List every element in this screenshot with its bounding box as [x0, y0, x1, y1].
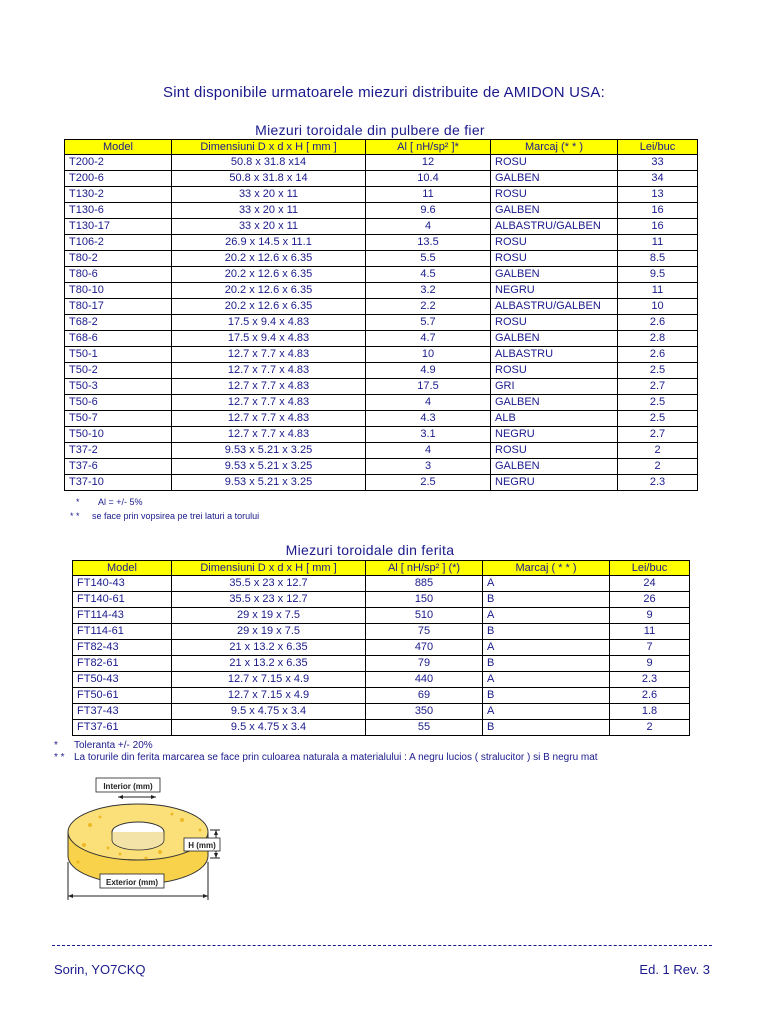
- cell-model: T37-6: [65, 459, 172, 475]
- cell-dimensions: 35.5 x 23 x 12.7: [172, 576, 366, 592]
- table-row: [65, 443, 698, 459]
- cell-dimensions: 29 x 19 x 7.5: [172, 608, 366, 624]
- cell-al: 510: [366, 608, 483, 624]
- footer-author: Sorin, YO7CKQ: [54, 962, 146, 977]
- cell-model: T68-2: [65, 315, 172, 331]
- cell-price: 2.3: [618, 475, 698, 491]
- cell-al: 9.6: [366, 203, 491, 219]
- cell-al: 3.1: [366, 427, 491, 443]
- cell-al: 79: [366, 656, 483, 672]
- table-row: [65, 427, 698, 443]
- cell-model: T50-2: [65, 363, 172, 379]
- cell-dimensions: 9.53 x 5.21 x 3.25: [172, 475, 366, 491]
- cell-marking: ALB: [491, 411, 618, 427]
- cell-al: 4: [366, 443, 491, 459]
- interior-label: Interior (mm): [103, 782, 153, 791]
- cell-dimensions: 12.7 x 7.7 x 4.83: [172, 379, 366, 395]
- cell-al: 4.3: [366, 411, 491, 427]
- cell-price: 11: [618, 235, 698, 251]
- header-al: [366, 140, 491, 155]
- cell-al: 2.2: [366, 299, 491, 315]
- cell-price: 9: [610, 608, 690, 624]
- note-ferrite-tolerance: [54, 740, 153, 751]
- cell-model: T80-10: [65, 283, 172, 299]
- cell-price: 1.8: [610, 704, 690, 720]
- cell-dimensions: 20.2 x 12.6 x 6.35: [172, 251, 366, 267]
- table-row: [65, 219, 698, 235]
- cell-dimensions: 35.5 x 23 x 12.7: [172, 592, 366, 608]
- cell-marking: GALBEN: [491, 203, 618, 219]
- cell-marking: B: [483, 624, 610, 640]
- cell-marking: ROSU: [491, 251, 618, 267]
- cell-price: 9.5: [618, 267, 698, 283]
- cell-model: FT37-61: [73, 720, 172, 736]
- ferrite-cores-table: [72, 560, 690, 736]
- table-row: [65, 235, 698, 251]
- footer-edition: Ed. 1 Rev. 3: [639, 962, 710, 977]
- cell-price: 2.6: [618, 315, 698, 331]
- cell-model: T106-2: [65, 235, 172, 251]
- cell-model: FT50-61: [73, 688, 172, 704]
- table-row: [65, 203, 698, 219]
- cell-price: 13: [618, 187, 698, 203]
- cell-model: T80-2: [65, 251, 172, 267]
- cell-marking: NEGRU: [491, 283, 618, 299]
- cell-marking: GALBEN: [491, 171, 618, 187]
- cell-price: 8.5: [618, 251, 698, 267]
- table-row: [65, 267, 698, 283]
- note-marking-method: [70, 511, 259, 521]
- cell-dimensions: 26.9 x 14.5 x 11.1: [172, 235, 366, 251]
- header-price: Lei/buc: [618, 140, 698, 155]
- cell-model: T50-6: [65, 395, 172, 411]
- cell-dimensions: 12.7 x 7.15 x 4.9: [172, 688, 366, 704]
- table-row: [65, 347, 698, 363]
- cell-marking: ALBASTRU: [491, 347, 618, 363]
- cell-dimensions: 12.7 x 7.7 x 4.83: [172, 347, 366, 363]
- cell-al: 3: [366, 459, 491, 475]
- cell-price: 2.5: [618, 395, 698, 411]
- cell-al: 75: [366, 624, 483, 640]
- cell-dimensions: 17.5 x 9.4 x 4.83: [172, 331, 366, 347]
- cell-dimensions: 29 x 19 x 7.5: [172, 624, 366, 640]
- cell-model: FT50-43: [73, 672, 172, 688]
- cell-marking: NEGRU: [491, 475, 618, 491]
- table-row: [65, 251, 698, 267]
- cell-marking: ROSU: [491, 363, 618, 379]
- cell-al: 55: [366, 720, 483, 736]
- cell-dimensions: 20.2 x 12.6 x 6.35: [172, 267, 366, 283]
- cell-price: 7: [610, 640, 690, 656]
- cell-dimensions: 17.5 x 9.4 x 4.83: [172, 315, 366, 331]
- cell-marking: GALBEN: [491, 395, 618, 411]
- cell-dimensions: 9.5 x 4.75 x 3.4: [172, 704, 366, 720]
- cell-marking: B: [483, 656, 610, 672]
- cell-al: 10: [366, 347, 491, 363]
- cell-al: 4: [366, 219, 491, 235]
- cell-model: FT140-61: [73, 592, 172, 608]
- cell-al: 12: [366, 155, 491, 171]
- cell-dimensions: 33 x 20 x 11: [172, 219, 366, 235]
- cell-marking: ROSU: [491, 187, 618, 203]
- cell-marking: ROSU: [491, 155, 618, 171]
- note-mark: *: [76, 497, 80, 507]
- cell-dimensions: 33 x 20 x 11: [172, 187, 366, 203]
- footer-divider: [52, 945, 712, 946]
- header-price: Lei/buc: [610, 561, 690, 576]
- cell-model: T37-2: [65, 443, 172, 459]
- table-row: [73, 592, 690, 608]
- cell-al: 5.5: [366, 251, 491, 267]
- cell-price: 2.8: [618, 331, 698, 347]
- cell-marking: ROSU: [491, 235, 618, 251]
- cell-al: 4.5: [366, 267, 491, 283]
- header-model: Model: [65, 140, 172, 155]
- cell-model: T80-17: [65, 299, 172, 315]
- cell-model: T50-7: [65, 411, 172, 427]
- header-marking: Marcaj (* * ): [491, 140, 618, 155]
- cell-model: FT140-43: [73, 576, 172, 592]
- cell-model: FT37-43: [73, 704, 172, 720]
- cell-model: FT114-61: [73, 624, 172, 640]
- cell-model: T130-2: [65, 187, 172, 203]
- cell-price: 33: [618, 155, 698, 171]
- note-mark: *: [54, 740, 58, 751]
- cell-model: T50-10: [65, 427, 172, 443]
- cell-al: 440: [366, 672, 483, 688]
- table-row: [65, 283, 698, 299]
- cell-dimensions: 9.53 x 5.21 x 3.25: [172, 443, 366, 459]
- cell-dimensions: 12.7 x 7.7 x 4.83: [172, 395, 366, 411]
- cell-dimensions: 21 x 13.2 x 6.35: [172, 656, 366, 672]
- cell-al: 13.5: [366, 235, 491, 251]
- cell-dimensions: 33 x 20 x 11: [172, 203, 366, 219]
- cell-dimensions: 12.7 x 7.7 x 4.83: [172, 427, 366, 443]
- note-text: Toleranta +/- 20%: [74, 740, 153, 751]
- cell-price: 11: [610, 624, 690, 640]
- cell-model: FT82-43: [73, 640, 172, 656]
- note-al-tolerance: [76, 497, 143, 507]
- cell-model: T50-3: [65, 379, 172, 395]
- cell-marking: A: [483, 704, 610, 720]
- table-row: [65, 187, 698, 203]
- cell-price: 9: [610, 656, 690, 672]
- cell-model: FT114-43: [73, 608, 172, 624]
- cell-dimensions: 20.2 x 12.6 x 6.35: [172, 299, 366, 315]
- cell-marking: GALBEN: [491, 267, 618, 283]
- cell-marking: A: [483, 576, 610, 592]
- exterior-label: Exterior (mm): [105, 878, 159, 887]
- table-row: [73, 640, 690, 656]
- cell-price: 2.3: [610, 672, 690, 688]
- table-row: [73, 688, 690, 704]
- table-header-row: [65, 140, 698, 155]
- cell-marking: A: [483, 608, 610, 624]
- note-ferrite-marking: [54, 752, 598, 763]
- cell-dimensions: 9.53 x 5.21 x 3.25: [172, 459, 366, 475]
- iron-powder-table-body: [65, 155, 698, 491]
- cell-al: 5.7: [366, 315, 491, 331]
- table-row: [73, 608, 690, 624]
- h-label: H (mm): [188, 841, 216, 850]
- cell-marking: B: [483, 688, 610, 704]
- cell-al: 17.5: [366, 379, 491, 395]
- cell-al: 2.5: [366, 475, 491, 491]
- note-mark: * *: [70, 511, 80, 521]
- header-al-text: Al [ nH/sp² ]*: [397, 141, 459, 153]
- cell-price: 16: [618, 203, 698, 219]
- cell-dimensions: 12.7 x 7.15 x 4.9: [172, 672, 366, 688]
- cell-marking: GRI: [491, 379, 618, 395]
- page-heading: Sint disponibile urmatoarele miezuri distribuite de AMIDON USA:: [163, 84, 605, 101]
- cell-price: 2.7: [618, 427, 698, 443]
- cell-al: 470: [366, 640, 483, 656]
- iron-powder-cores-table: [64, 139, 698, 491]
- cell-al: 150: [366, 592, 483, 608]
- cell-marking: GALBEN: [491, 331, 618, 347]
- cell-al: 4.9: [366, 363, 491, 379]
- cell-model: T200-6: [65, 171, 172, 187]
- cell-price: 16: [618, 219, 698, 235]
- table-row: [65, 363, 698, 379]
- table-row: [73, 672, 690, 688]
- table-row: [73, 576, 690, 592]
- header-al: Al [ nH/sp² ] (*): [366, 561, 483, 576]
- ferrite-table-title: Miezuri toroidale din ferita: [285, 542, 455, 558]
- header-model: Model: [73, 561, 172, 576]
- cell-price: 2.5: [618, 363, 698, 379]
- cell-price: 26: [610, 592, 690, 608]
- table-row: [65, 475, 698, 491]
- iron-powder-table-title: Miezuri toroidale din pulbere de fier: [255, 122, 485, 138]
- toroid-diagram: [60, 770, 230, 915]
- cell-price: 2: [618, 443, 698, 459]
- cell-marking: B: [483, 592, 610, 608]
- table-row: [73, 624, 690, 640]
- cell-price: 2: [618, 459, 698, 475]
- cell-marking: ROSU: [491, 443, 618, 459]
- note-text: Al = +/- 5%: [98, 497, 143, 507]
- cell-price: 2.6: [618, 347, 698, 363]
- cell-al: 4.7: [366, 331, 491, 347]
- table-row: [65, 331, 698, 347]
- note-text: La torurile din ferita marcarea se face prin culoarea naturala a materialului : A negru lucios ( stralucitor ) si B negru mat: [74, 752, 598, 763]
- cell-model: T50-1: [65, 347, 172, 363]
- table-row: [65, 395, 698, 411]
- cell-marking: B: [483, 720, 610, 736]
- note-mark: * *: [54, 752, 65, 763]
- cell-dimensions: 12.7 x 7.7 x 4.83: [172, 411, 366, 427]
- cell-al: 4: [366, 395, 491, 411]
- cell-marking: NEGRU: [491, 427, 618, 443]
- table-row: [65, 411, 698, 427]
- cell-price: 2.5: [618, 411, 698, 427]
- cell-model: T37-10: [65, 475, 172, 491]
- cell-marking: A: [483, 640, 610, 656]
- cell-dimensions: 50.8 x 31.8 x 14: [172, 171, 366, 187]
- header-marking: Marcaj ( * * ): [483, 561, 610, 576]
- cell-marking: ALBASTRU/GALBEN: [491, 299, 618, 315]
- cell-marking: A: [483, 672, 610, 688]
- cell-price: 10: [618, 299, 698, 315]
- header-dimensions: Dimensiuni D x d x H [ mm ]: [172, 140, 366, 155]
- ferrite-table-body: [73, 576, 690, 736]
- table-row: [73, 720, 690, 736]
- cell-al: 11: [366, 187, 491, 203]
- cell-al: 10.4: [366, 171, 491, 187]
- table-row: [65, 459, 698, 475]
- cell-marking: ALBASTRU/GALBEN: [491, 219, 618, 235]
- cell-dimensions: 21 x 13.2 x 6.35: [172, 640, 366, 656]
- cell-price: 11: [618, 283, 698, 299]
- table-row: [65, 379, 698, 395]
- cell-price: 2.6: [610, 688, 690, 704]
- cell-model: T80-6: [65, 267, 172, 283]
- table-row: [73, 656, 690, 672]
- table-header-row: [73, 561, 690, 576]
- cell-model: T130-6: [65, 203, 172, 219]
- cell-model: T200-2: [65, 155, 172, 171]
- cell-price: 2: [610, 720, 690, 736]
- cell-al: 885: [366, 576, 483, 592]
- cell-price: 2.7: [618, 379, 698, 395]
- cell-price: 34: [618, 171, 698, 187]
- cell-marking: ROSU: [491, 315, 618, 331]
- cell-marking: GALBEN: [491, 459, 618, 475]
- cell-model: T130-17: [65, 219, 172, 235]
- table-row: [73, 704, 690, 720]
- cell-price: 24: [610, 576, 690, 592]
- cell-al: 69: [366, 688, 483, 704]
- table-row: [65, 299, 698, 315]
- note-text: se face prin vopsirea pe trei laturi a torului: [92, 511, 260, 521]
- cell-al: 350: [366, 704, 483, 720]
- cell-al: 3.2: [366, 283, 491, 299]
- cell-model: T68-6: [65, 331, 172, 347]
- cell-dimensions: 20.2 x 12.6 x 6.35: [172, 283, 366, 299]
- table-row: [65, 155, 698, 171]
- table-row: [65, 171, 698, 187]
- header-dimensions: Dimensiuni D x d x H [ mm ]: [172, 561, 366, 576]
- cell-dimensions: 12.7 x 7.7 x 4.83: [172, 363, 366, 379]
- cell-dimensions: 9.5 x 4.75 x 3.4: [172, 720, 366, 736]
- table-row: [65, 315, 698, 331]
- cell-model: FT82-61: [73, 656, 172, 672]
- cell-dimensions: 50.8 x 31.8 x14: [172, 155, 366, 171]
